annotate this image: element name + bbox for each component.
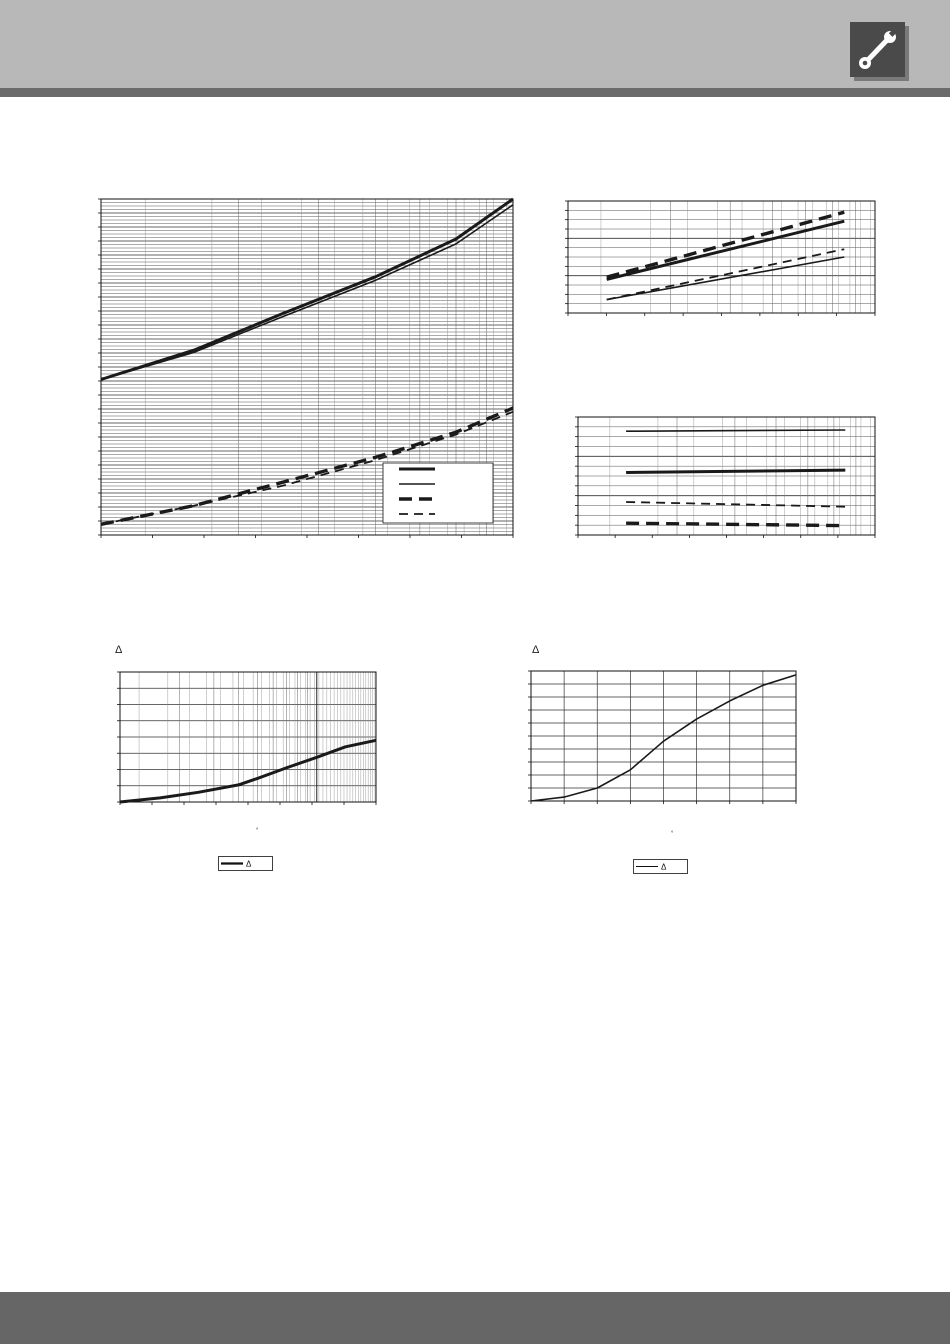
mid-right-chart xyxy=(577,416,876,536)
bottom-left-chart xyxy=(119,671,377,803)
series-line-1 xyxy=(607,212,845,277)
bottom-right-xlabel: ° xyxy=(671,831,674,837)
series-line-1 xyxy=(101,199,513,380)
footer-band xyxy=(0,1292,950,1344)
legend-label: Δ xyxy=(661,862,667,872)
series-line-4 xyxy=(607,257,845,300)
legend-label: Δ xyxy=(246,859,252,869)
gridlines xyxy=(578,417,875,535)
series-line-2 xyxy=(607,221,845,279)
header-band xyxy=(0,0,950,88)
gridlines xyxy=(531,671,796,801)
header-rule xyxy=(0,88,950,97)
bottom-right-ylabel: Δ xyxy=(532,644,540,656)
wrench-icon xyxy=(850,22,905,77)
tool-badge xyxy=(850,22,905,77)
series-line-4 xyxy=(626,523,845,525)
series-line-2 xyxy=(626,470,845,472)
axis-ticks xyxy=(528,671,796,804)
series-line-1 xyxy=(626,430,845,431)
bottom-left-ylabel: Δ xyxy=(115,644,123,656)
bottom-left-legend xyxy=(218,856,274,872)
bottom-left-xlabel: ° xyxy=(256,828,259,834)
legend xyxy=(383,463,493,523)
bottom-right-legend xyxy=(633,859,688,875)
bottom-right-chart xyxy=(530,670,797,802)
top-right-chart xyxy=(567,200,876,314)
main-log-chart xyxy=(100,198,514,536)
axis-ticks xyxy=(117,672,376,805)
axis-ticks xyxy=(575,417,875,538)
series-line-3 xyxy=(626,502,845,507)
